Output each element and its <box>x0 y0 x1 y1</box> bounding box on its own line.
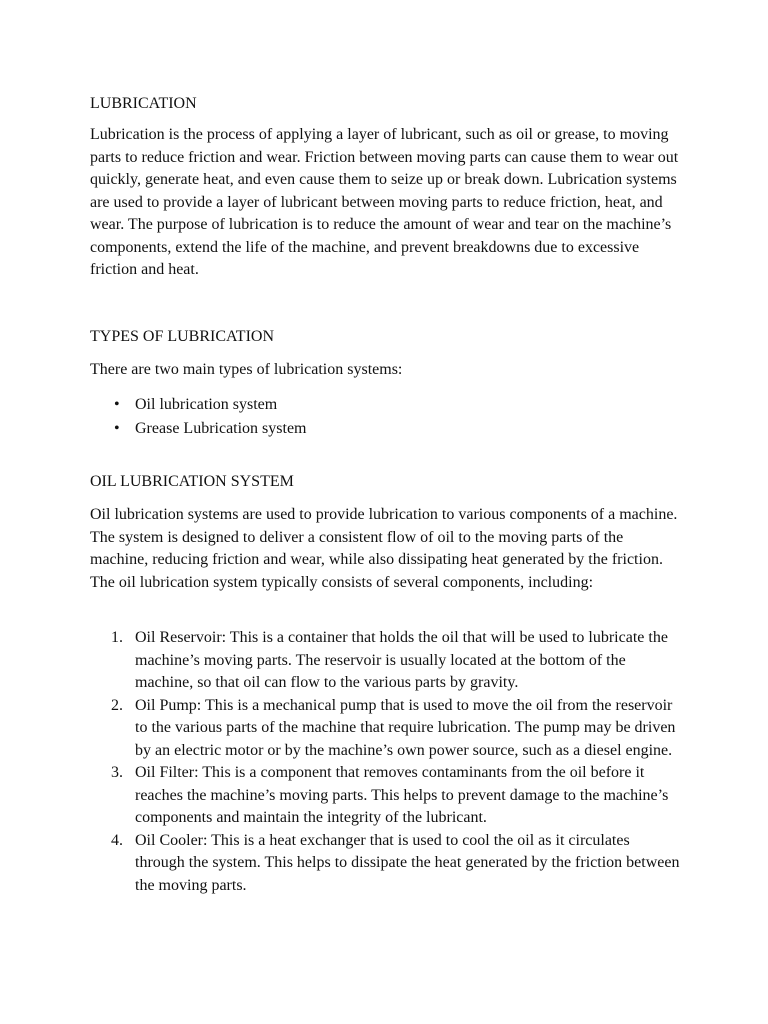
heading-types-of-lubrication: TYPES OF LUBRICATION <box>90 328 275 345</box>
bullet-icon: • <box>114 396 120 413</box>
bullet-icon: • <box>114 419 120 437</box>
list-item-number: 4. <box>111 831 123 849</box>
list-item <box>90 417 690 441</box>
types-intro: There are two main types of lubrication systems: <box>90 361 403 378</box>
list-item <box>90 762 680 830</box>
list-item-text: Oil Pump: This is a mechanical pump that is used to move the oil from the reservoir to the various parts of the machine that require lubrication. The pump may be driven by an electric motor or by the machine’s own power source, such as a diesel engine. <box>135 696 676 759</box>
list-item <box>90 830 680 898</box>
components-list <box>90 627 680 897</box>
types-list <box>90 393 690 440</box>
oil-paragraph: Oil lubrication systems are used to provide lubrication to various components of a machine. The system is designed to deliver a consistent flow of oil to the moving parts of the machine, reducing friction and wear, while also dissipating heat generated by the friction. The oil lubrication system typically consists of several components, including: <box>90 506 678 591</box>
list-item <box>90 695 680 763</box>
list-item-text: Oil Reservoir: This is a container that holds the oil that will be used to lubricate the machine’s moving parts. The reservoir is usually located at the bottom of the machine, so that oil can flow to the various parts by gravity. <box>135 629 668 691</box>
list-item-text: Oil Filter: This is a component that removes contaminants from the oil before it reaches the machine’s moving parts. This helps to prevent damage to the machine’s components and maintain the integrity of the lubricant. <box>135 764 669 826</box>
list-item-number: 3. <box>111 764 123 781</box>
heading-lubrication: LUBRICATION <box>90 95 197 112</box>
list-item-number: 1. <box>111 629 123 646</box>
list-item <box>90 393 690 417</box>
list-item <box>90 627 680 695</box>
list-item-text: Oil Cooler: This is a heat exchanger that is used to cool the oil as it circulates through the system. This helps to dissipate the heat generated by the friction between the moving parts. <box>135 831 680 894</box>
intro-paragraph: Lubrication is the process of applying a layer of lubricant, such as oil or grease, to moving parts to reduce friction and wear. Friction between moving parts can cause them to wear out quickly, generate heat, and even cause them to seize up or break down. Lubrication systems are used to provide a layer of lubricant between moving parts to reduce friction, heat, and wear. The purpose of lubrication is to reduce the amount of wear and tear on the machine’s components, extend the life of the machine, and prevent breakdowns due to excessive friction and heat. <box>90 126 679 278</box>
list-item-text: Oil lubrication system <box>135 396 278 413</box>
heading-oil-lubrication-system: OIL LUBRICATION SYSTEM <box>90 473 294 490</box>
list-item-text: Grease Lubrication system <box>135 419 307 437</box>
list-item-number: 2. <box>111 696 123 714</box>
